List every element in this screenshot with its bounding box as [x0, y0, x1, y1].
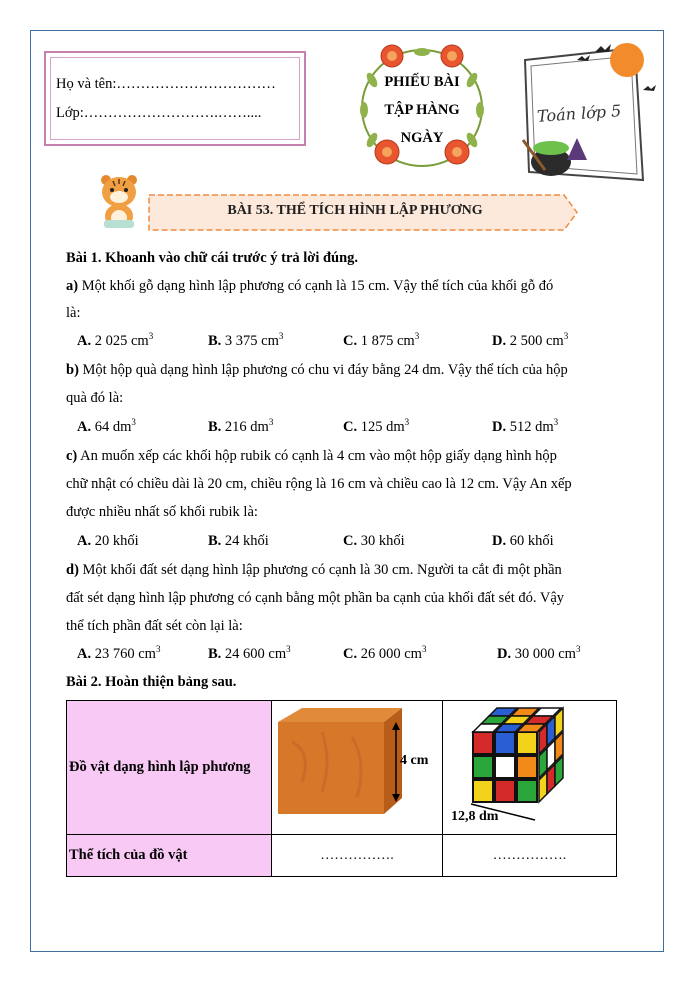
worksheet-title-line-1: PHIẾU BÀI [384, 74, 460, 90]
rubik-sticker [517, 780, 537, 802]
option-d-B[interactable]: B. 24 600 $cm^3$ [208, 644, 291, 662]
option-c-B[interactable]: B. 24 khối [208, 533, 269, 549]
subject-label: Toán lớp 5 [536, 101, 622, 126]
student-info-box [44, 51, 306, 146]
worksheet-title-line-3: NGÀY [400, 130, 444, 146]
tiger-mascot-icon [96, 172, 142, 230]
question-b-line-2: quà đó là: [66, 390, 124, 406]
wood-edge-label: 4 cm [400, 753, 429, 768]
question-d-line-3: thể tích phần đất sét còn lại là: [66, 618, 243, 634]
question-d-line-1: d) Một khối đất sét dạng hình lập phương có cạnh là 30 cm. Người ta cắt đi một phần [66, 562, 562, 578]
option-b-C[interactable]: C. 125 $dm^3$ [343, 417, 410, 435]
option-b-B[interactable]: B. 216 $dm^3$ [208, 417, 274, 435]
option-a-C[interactable]: C. 1 875 $cm^3$ [343, 331, 420, 349]
option-b-D[interactable]: D. 512 $dm^3$ [492, 417, 559, 435]
rubik-sticker [517, 756, 537, 778]
exercise-1-heading: Bài 1. Khoanh vào chữ cái trước ý trả lời đúng. [66, 250, 359, 266]
option-a-D[interactable]: D. 2 500 $cm^3$ [492, 331, 569, 349]
option-a-A[interactable]: A. 2 025 $cm^3$ [77, 331, 154, 349]
question-c-line-1: c) An muốn xếp các khối hộp rubik có cạnh là 4 cm vào một hộp giấy dạng hình hộp [66, 448, 557, 464]
rubik-edge-label: 12,8 dm [451, 809, 499, 824]
option-a-B[interactable]: B. 3 375 $cm^3$ [208, 331, 284, 349]
option-b-A[interactable]: A. 64 $dm^3$ [77, 417, 136, 435]
option-c-D[interactable]: D. 60 khối [492, 533, 554, 549]
option-d-C[interactable]: C. 26 000 $cm^3$ [343, 644, 427, 662]
worksheet-title-line-2: TẬP HÀNG [384, 102, 460, 118]
rubik-sticker [495, 780, 515, 802]
question-a-line-2: là: [66, 305, 81, 321]
question-b-line-1: b) Một hộp quà dạng hình lập phương có chu vi đáy bằng 24 dm. Vậy thể tích của hộp [66, 362, 568, 378]
rubik-sticker [495, 732, 515, 754]
option-d-D[interactable]: D. 30 000 $cm^3$ [497, 644, 581, 662]
rubik-cube-cell [443, 701, 617, 835]
rubik-sticker [495, 756, 515, 778]
rubik-sticker [473, 780, 493, 802]
rubik-sticker [517, 732, 537, 754]
question-c-line-3: được nhiều nhất số khối rubik là: [66, 504, 258, 520]
row-objects-label: Đồ vật dạng hình lập phương [67, 701, 272, 835]
class-field[interactable]: Lớp:……………………….…….... [56, 105, 262, 121]
question-d-line-2: đất sét dạng hình lập phương có cạnh bằng một phần ba cạnh của khối đất sét đó. Vậy [66, 590, 565, 606]
rubik-sticker [473, 756, 493, 778]
option-d-A[interactable]: A. 23 760 $cm^3$ [77, 644, 161, 662]
question-c-line-2: chữ nhật có chiều dài là 20 cm, chiều rộng là 16 cm và chiều cao là 12 cm. Vậy An xếp [66, 476, 572, 492]
option-c-A[interactable]: A. 20 khối [77, 533, 139, 549]
rubik-sticker [473, 732, 493, 754]
exercise-2-heading: Bài 2. Hoàn thiện bảng sau. [66, 674, 237, 690]
rubik-volume-answer[interactable]: ……………. [443, 835, 617, 877]
option-c-C[interactable]: C. 30 khối [343, 533, 405, 549]
lesson-title: BÀI 53. THỂ TÍCH HÌNH LẬP PHƯƠNG [227, 203, 483, 218]
wood-volume-answer[interactable]: ……………. [272, 835, 443, 877]
wood-cube-cell [272, 701, 443, 835]
row-volume-label: Thể tích của đồ vật [67, 835, 272, 877]
volume-table [66, 700, 617, 877]
question-a-line-1: a) Một khối gỗ dạng hình lập phương có cạnh là 15 cm. Vậy thể tích của khối gỗ đó [66, 278, 554, 294]
name-field[interactable]: Họ và tên:…………………………… [56, 76, 276, 92]
